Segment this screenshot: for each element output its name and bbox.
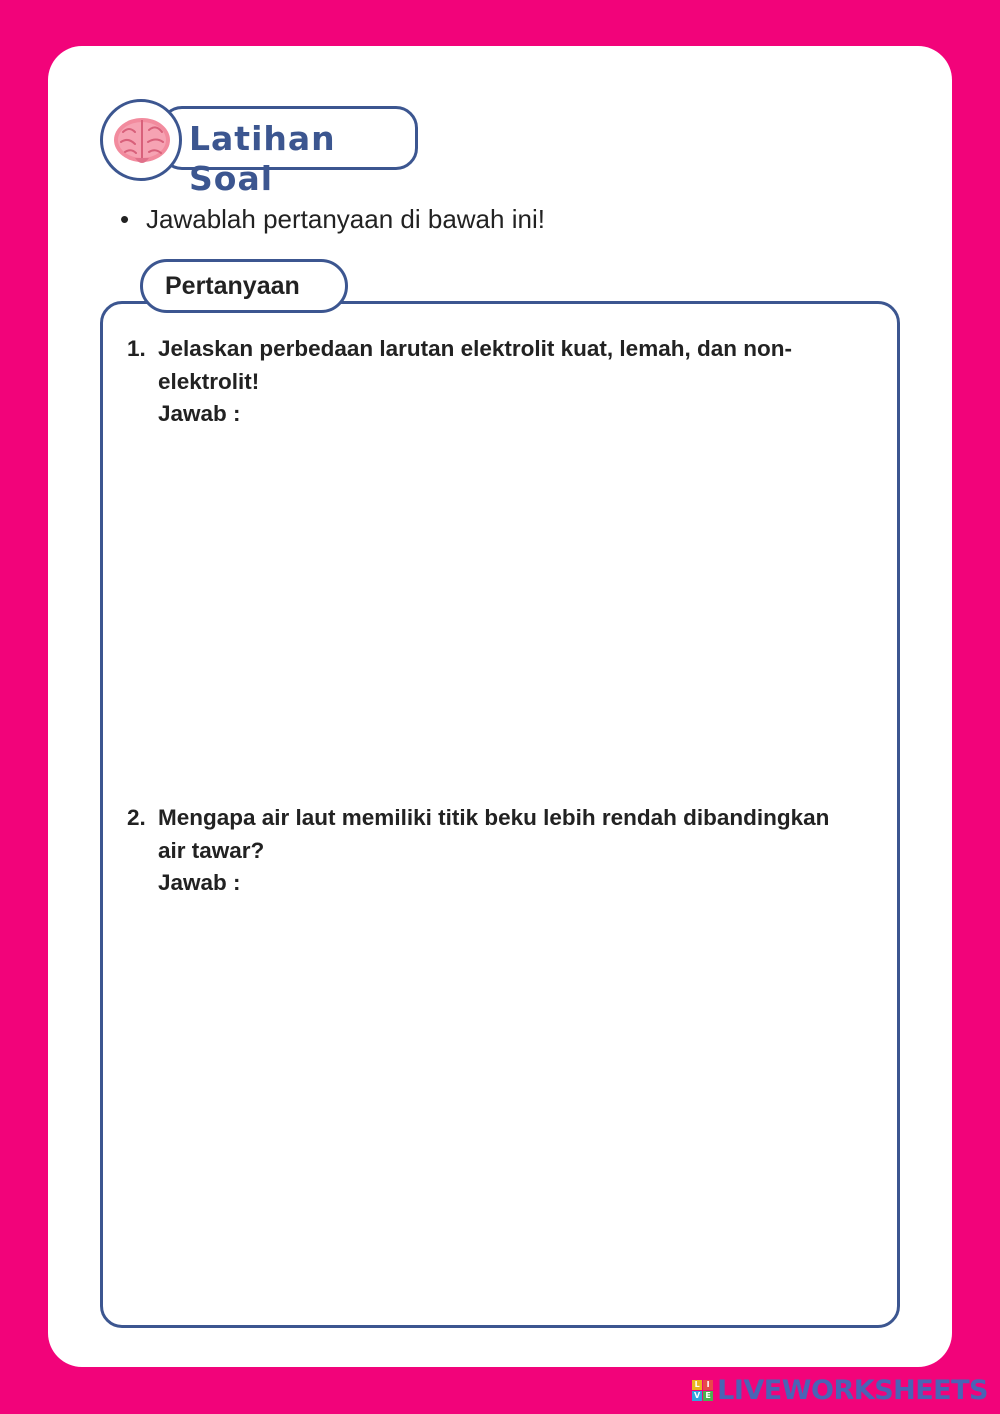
answer-area-1[interactable]: [158, 436, 878, 776]
question-number: 2.: [127, 805, 146, 830]
question-text-cont: elektrolit!: [158, 368, 260, 394]
liveworksheets-logo-icon: [692, 1380, 713, 1401]
brain-icon: [111, 114, 173, 170]
question-text: Jelaskan perbedaan larutan elektrolit kuat, lemah, dan non-: [158, 336, 792, 361]
logo-letter: V: [694, 1390, 701, 1400]
answer-label: Jawab :: [158, 401, 241, 426]
logo-letter: E: [703, 1391, 713, 1401]
question-number: 1.: [127, 336, 146, 361]
bullet-icon: •: [120, 204, 130, 234]
footer-brand[interactable]: [692, 1374, 988, 1406]
section-label: Pertanyaan: [165, 272, 300, 300]
logo-letter: I: [703, 1380, 713, 1390]
page-title: Latihan Soal: [189, 119, 336, 198]
instruction: [120, 201, 545, 237]
answer-area-2[interactable]: [158, 906, 878, 1306]
instruction-text: Jawablah pertanyaan di bawah ini!: [146, 204, 545, 234]
footer-brand-text: LIVEWORKSHEETS: [717, 1374, 988, 1406]
title-badge: [100, 99, 430, 198]
logo-letter: L: [692, 1380, 702, 1390]
section-tab: [140, 259, 348, 313]
question-text-cont: air tawar?: [158, 837, 265, 863]
brain-icon-circle: [100, 99, 182, 181]
answer-label: Jawab :: [158, 870, 241, 895]
question-text: Mengapa air laut memiliki titik beku lebih rendah dibandingkan: [158, 805, 830, 830]
